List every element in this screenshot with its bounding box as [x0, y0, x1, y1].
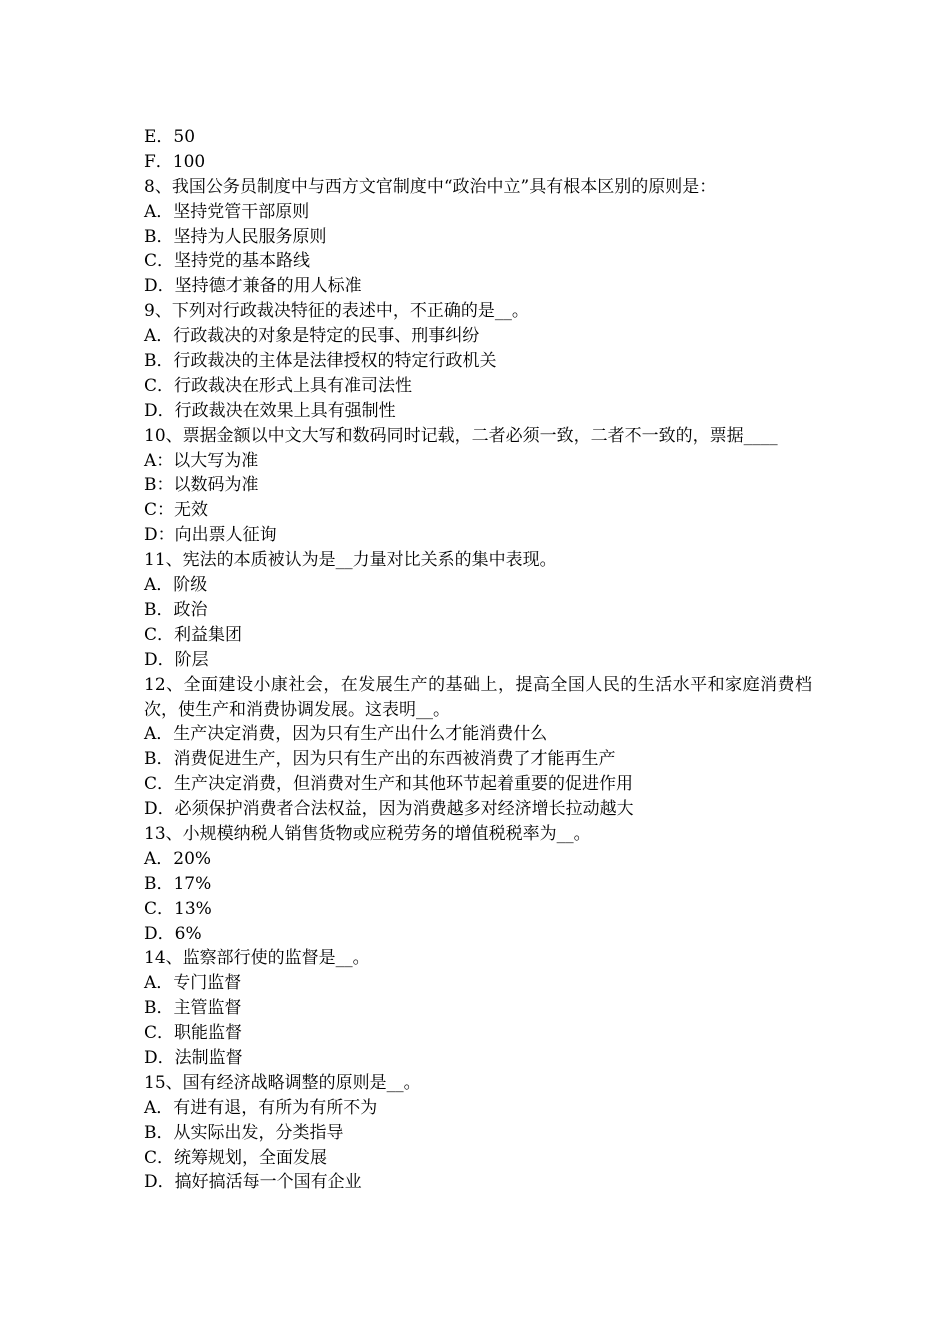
option-a: A．坚持党管干部原则: [144, 201, 310, 222]
option-a: A．有进有退，有所为有所不为: [144, 1097, 378, 1118]
option-d: D．法制监督: [144, 1048, 243, 1068]
option-d: D．阶层: [144, 649, 209, 670]
option-c: C：无效: [144, 500, 209, 521]
option-c: C．13%: [144, 898, 212, 919]
option-f: F．100: [144, 151, 206, 172]
option-d: D：向出票人征询: [144, 525, 277, 546]
option-d: D．搞好搞活每一个国有企业: [144, 1172, 362, 1193]
question-8: 8、我国公务员制度中与西方文官制度中“政治中立”具有根本区别的原则是：: [144, 176, 717, 197]
option-b: B．消费促进生产，因为只有生产出的东西被消费了才能再生产: [144, 749, 616, 770]
option-b: B．坚持为人民服务原则: [144, 226, 327, 247]
option-a: A．行政裁决的对象是特定的民事、刑事纠纷: [144, 326, 480, 347]
option-a: A．20%: [144, 848, 212, 869]
option-c: C．坚持党的基本路线: [144, 251, 311, 272]
option-a: A．专门监督: [144, 973, 242, 994]
document-body: [144, 125, 812, 1195]
option-b: B．主管监督: [144, 998, 242, 1019]
option-b: B：以数码为准: [144, 475, 259, 496]
question-11: 11、宪法的本质被认为是__力量对比关系的集中表现。: [144, 550, 557, 571]
option-b: B．政治: [144, 599, 208, 620]
option-d: D．必须保护消费者合法权益，因为消费越多对经济增长拉动越大: [144, 799, 634, 820]
question-15: 15、国有经济战略调整的原则是__。: [144, 1072, 421, 1093]
option-d: D．行政裁决在效果上具有强制性: [144, 400, 396, 421]
option-a: A．阶级: [144, 575, 208, 596]
option-b: B．行政裁决的主体是法律授权的特定行政机关: [144, 351, 497, 372]
option-c: C．职能监督: [144, 1023, 243, 1044]
option-c: C．生产决定消费，但消费对生产和其他环节起着重要的促进作用: [144, 774, 634, 795]
option-c: C．行政裁决在形式上具有准司法性: [144, 375, 413, 396]
question-14: 14、监察部行使的监督是__。: [144, 948, 370, 969]
option-a: A．生产决定消费，因为只有生产出什么才能消费什么: [144, 724, 548, 745]
question-12: 12、全面建设小康社会，在发展生产的基础上，提高全国人民的生活水平和家庭消费档次，使生产和消费协调发展。这表明__。: [144, 674, 812, 720]
option-b: B．17%: [144, 873, 212, 894]
option-d: D．坚持德才兼备的用人标准: [144, 276, 362, 297]
option-b: B．从实际出发，分类指导: [144, 1122, 344, 1143]
option-e: E．50: [144, 127, 196, 147]
option-a: A：以大写为准: [144, 450, 259, 471]
question-13: 13、小规模纳税人销售货物或应税劳务的增值税税率为__。: [144, 823, 591, 844]
option-d: D．6%: [144, 923, 202, 944]
option-c: C．利益集团: [144, 624, 243, 645]
option-c: C．统筹规划，全面发展: [144, 1147, 328, 1168]
question-10: 10、票据金额以中文大写和数码同时记载，二者必须一致，二者不一致的，票据____: [144, 425, 778, 446]
question-9: 9、下列对行政裁决特征的表述中，不正确的是__。: [144, 301, 529, 322]
